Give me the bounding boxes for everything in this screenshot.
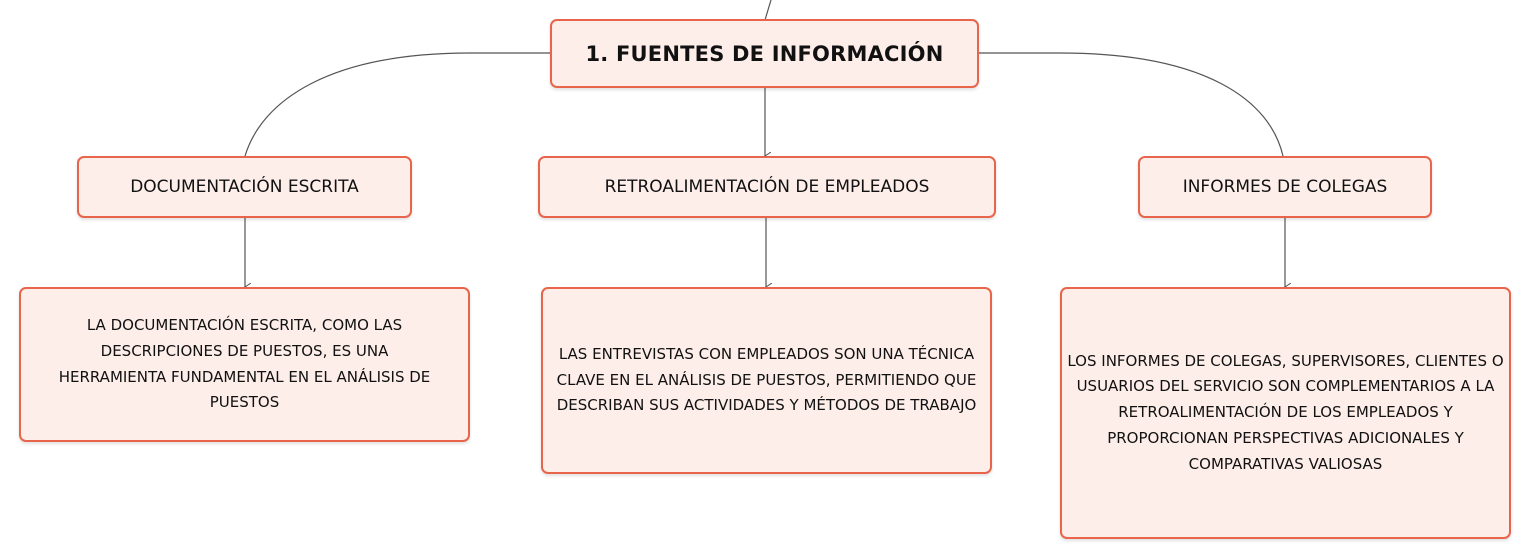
detail-node-text: LOS INFORMES DE COLEGAS, SUPERVISORES, CLIENTES O USUARIOS DEL SERVICIO SON COMPLEMENTARIOS A LA RETROALIMENTACIÓN DE LOS EMPLEADOS Y PROPORCIONAN PERSPECTIVAS ADICIONALES Y COMPARATIVAS VALIOSAS bbox=[1067, 351, 1504, 473]
branch-node-label: DOCUMENTACIÓN ESCRITA bbox=[130, 177, 359, 197]
branch-node-documentacion-escrita[interactable] bbox=[77, 156, 412, 218]
connector-root-to-branch-3 bbox=[978, 53, 1283, 156]
branch-node-informes-colegas[interactable] bbox=[1138, 156, 1432, 218]
detail-node-documentacion-escrita[interactable] bbox=[19, 287, 470, 442]
detail-node-informes-colegas[interactable] bbox=[1060, 287, 1511, 539]
detail-node-text: LA DOCUMENTACIÓN ESCRITA, COMO LAS DESCRIPCIONES DE PUESTOS, ES UNA HERRAMIENTA FUNDAMENTAL EN EL ANÁLISIS DE PUESTOS bbox=[58, 315, 431, 412]
detail-node-text: LAS ENTREVISTAS CON EMPLEADOS SON UNA TÉCNICA CLAVE EN EL ANÁLISIS DE PUESTOS, PERMITIENDO QUE DESCRIBAN SUS ACTIVIDADES Y MÉTODOS DE TRABAJO bbox=[556, 344, 977, 415]
branch-node-label: INFORMES DE COLEGAS bbox=[1182, 177, 1388, 197]
connector-root-to-branch-1 bbox=[245, 53, 552, 156]
branch-node-label: RETROALIMENTACIÓN DE EMPLEADOS bbox=[604, 177, 930, 197]
parent-connector bbox=[765, 0, 771, 20]
root-node-label: 1. FUENTES DE INFORMACIÓN bbox=[585, 41, 944, 66]
root-node[interactable] bbox=[550, 19, 979, 88]
detail-node-retroalimentacion-empleados[interactable] bbox=[541, 287, 992, 474]
branch-node-retroalimentacion-empleados[interactable] bbox=[538, 156, 996, 218]
